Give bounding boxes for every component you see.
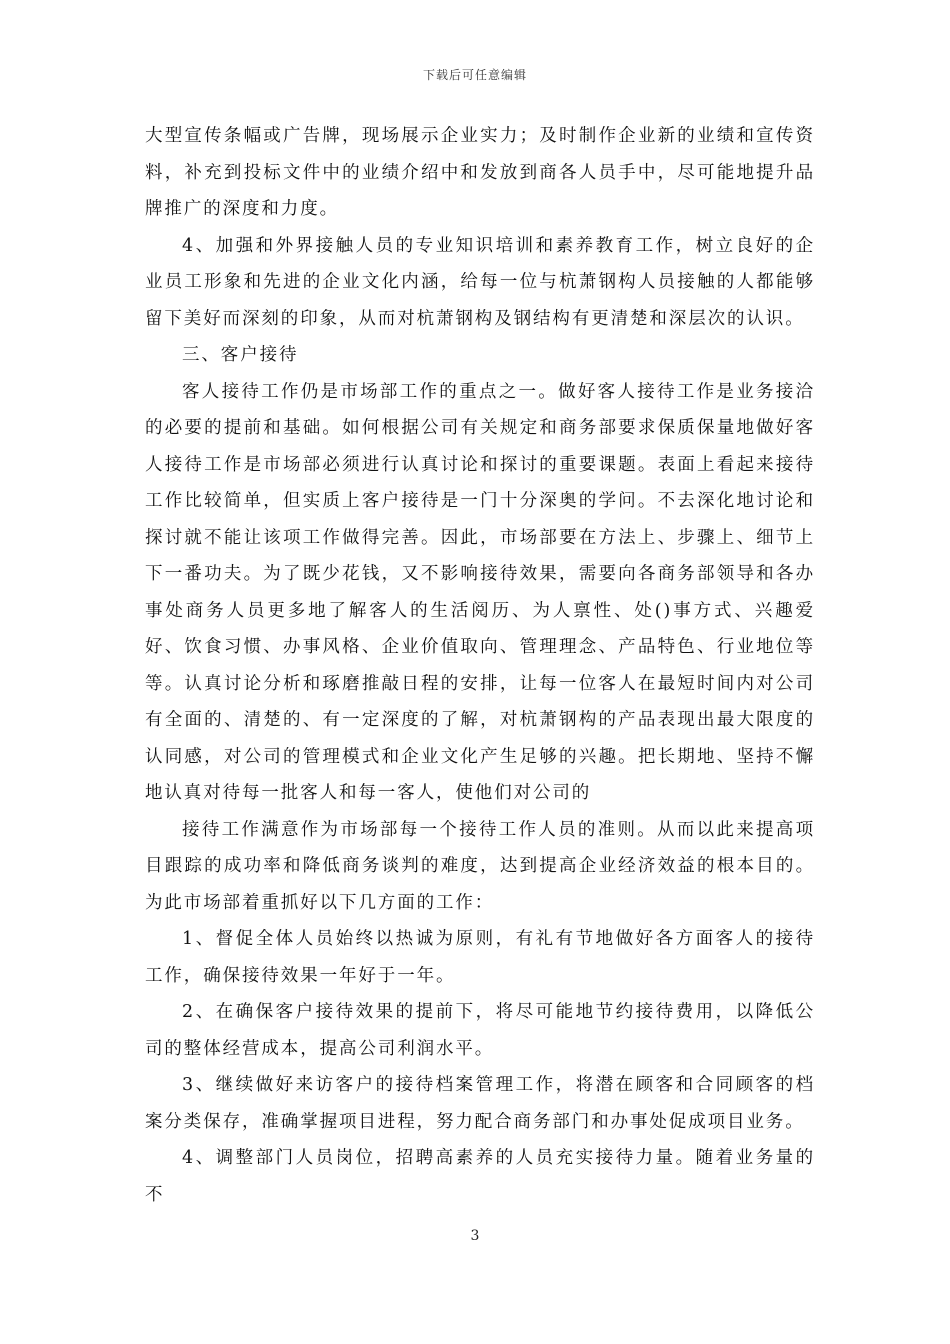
document-body	[145, 118, 815, 1213]
list-item-2: 2、在确保客户接待效果的提前下，将尽可能地节约接待费用，以降低公司的整体经营成本，提高公司利润水平。	[145, 1002, 815, 1059]
page-header: 下载后可任意编辑	[422, 68, 527, 82]
page-number: 3	[470, 1228, 480, 1244]
list-item-3: 3、继续做好来访客户的接待档案管理工作，将潜在顾客和合同顾客的档案分类保存，准确掌握项目进程，努力配合商务部门和办事处促成项目业务。	[145, 1075, 815, 1132]
section-heading-customer-reception: 三、客户接待	[182, 345, 299, 365]
list-item-4: 4、调整部门人员岗位，招聘高素养的人员充实接待力量。随着业务量的不	[145, 1148, 815, 1205]
paragraph-promotion-continued: 大型宣传条幅或广告牌，现场展示企业实力；及时制作企业新的业绩和宣传资料，补充到投标文件中的业绩介绍中和发放到商各人员手中，尽可能地提升品牌推广的深度和力度。	[145, 126, 815, 219]
list-item-1: 1、督促全体人员始终以热诚为原则，有礼有节地做好各方面客人的接待工作，确保接待效果一年好于一年。	[145, 929, 815, 986]
paragraph-staff-training: 4、加强和外界接触人员的专业知识培训和素养教育工作，树立良好的企业员工形象和先进的企业文化内涵，给每一位与杭萧钢构人员接触的人都能够留下美好而深刻的印象，从而对杭萧钢构及钢结构有更清楚和深层次的认识。	[145, 235, 815, 329]
paragraph-reception-overview: 客人接待工作仍是市场部工作的重点之一。做好客人接待工作是业务接洽的必要的提前和基础。如何根据公司有关规定和商务部要求保质保量地做好客人接待工作是市场部必须进行认真讨论和探讨的重要课题。表面上看起来接待工作比较简单，但实质上客户接待是一门十分深奥的学问。不去深化地讨论和探讨就不能让该项工作做得完善。因此，市场部要在方法上、步骤上、细节上下一番功夫。为了既少花钱，又不影响接待效果，需要向各商务部领导和各办事处商务人员更多地了解客人的生活阅历、为人禀性、处()事方式、兴趣爱好、饮食习惯、办事风格、企业价值取向、管理理念、产品特色、行业地位等等。认真讨论分析和琢磨推敲日程的安排，让每一位客人在最短时间内对公司有全面的、清楚的、有一定深度的了解，对杭萧钢构的产品表现出最大限度的认同感，对公司的管理模式和企业文化产生足够的兴趣。把长期地、坚持不懈地认真对待每一批客人和每一客人，使他们对公司的	[145, 381, 815, 803]
paragraph-reception-goal: 接待工作满意作为市场部每一个接待工作人员的准则。从而以此来提高项目跟踪的成功率和降低商务谈判的难度，达到提高企业经济效益的根本目的。为此市场部着重抓好以下几方面的工作：	[145, 819, 815, 913]
